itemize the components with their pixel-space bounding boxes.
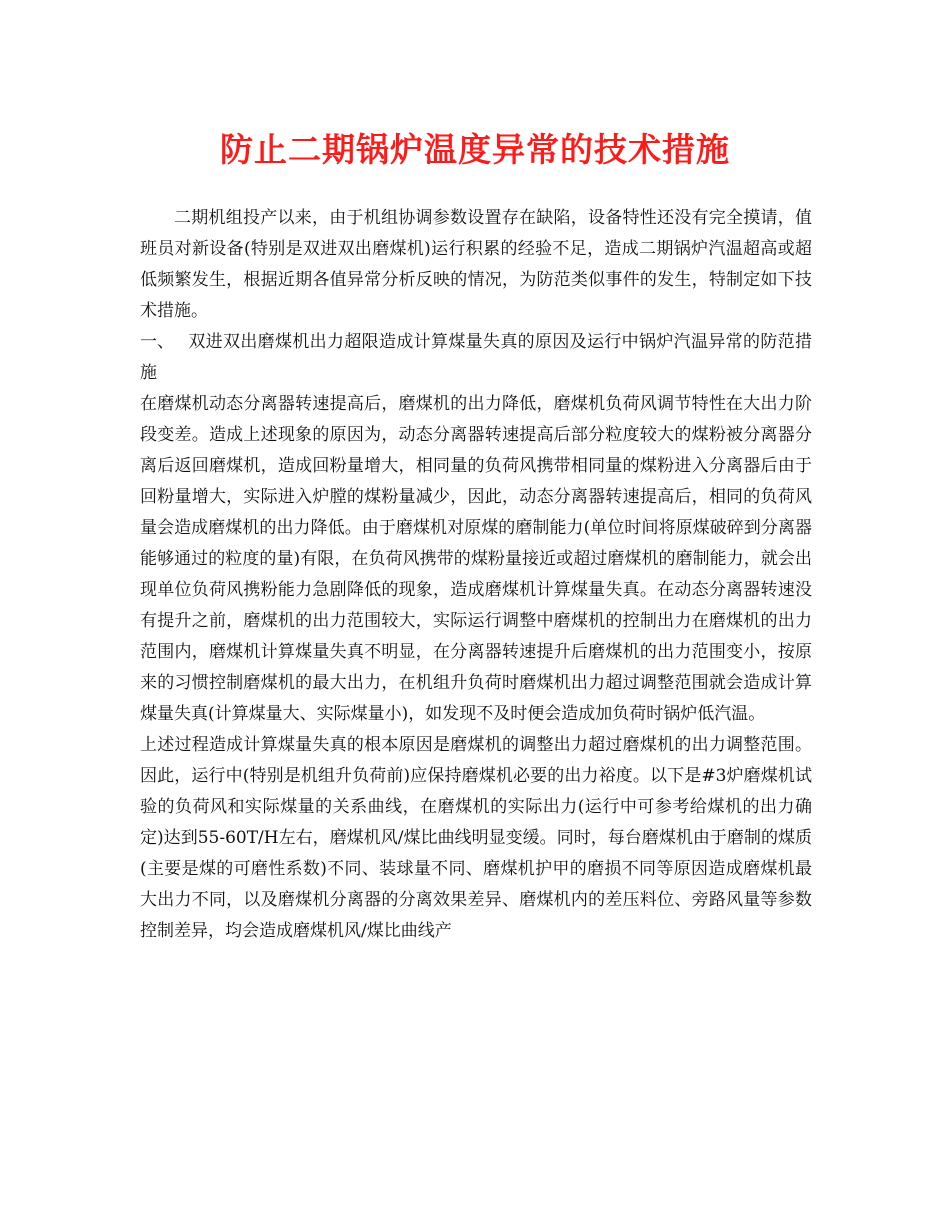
section-heading-text: 双进双出磨煤机出力超限造成计算煤量失真的原因及运行中锅炉汽温异常的防范措施 — [140, 332, 812, 383]
body-paragraph-1: 在磨煤机动态分离器转速提高后，磨煤机的出力降低，磨煤机负荷风调节特性在大出力阶段变差。造成上述现象的原因为，动态分离器转速提高后部分粒度较大的煤粉被分离器分离后返回磨煤机，造成回粉量增大，相同量的负荷风携带相同量的煤粉进入分离器后由于回粉量增大，实际进入炉膛的煤粉量减少，因此，动态分离器转速提高后，相同的负荷风量会造成磨煤机的出力降低。由于磨煤机对原煤的磨制能力(单位时间将原煤破碎到分离器能够通过的粒度的量)有限，在负荷风携带的煤粉量接近或超过磨煤机的磨制能力，就会出现单位负荷风携粉能力急剧降低的现象，造成磨煤机计算煤量失真。在动态分离器转速没有提升之前，磨煤机的出力范围较大，实际运行调整中磨煤机的控制出力在磨煤机的出力范围内，磨煤机计算煤量失真不明显，在分离器转速提升后磨煤机的出力范围变小，按原来的习惯控制磨煤机的最大出力，在机组升负荷时磨煤机出力超过调整范围就会造成计算煤量失真(计算煤量大、实际煤量小)，如发现不及时便会造成加负荷时锅炉低汽温。 — [140, 394, 812, 724]
document-title: 防止二期锅炉温度异常的技术措施 — [220, 130, 730, 169]
section-number: 一、 — [140, 332, 174, 352]
document-body — [140, 203, 812, 947]
section-heading — [140, 327, 812, 389]
body-paragraph-2: 上述过程造成计算煤量失真的根本原因是磨煤机的调整出力超过磨煤机的出力调整范围。因此，运行中(特别是机组升负荷前)应保持磨煤机必要的出力裕度。以下是#3炉磨煤机试验的负荷风和实际煤量的关系曲线，在磨煤机的实际出力(运行中可参考给煤机的出力确定)达到55-60T/H左右，磨煤机风/煤比曲线明显变缓。同时，每台磨煤机由于磨制的煤质(主要是煤的可磨性系数)不同、装球量不同、磨煤机护甲的磨损不同等原因造成磨煤机最大出力不同，以及磨煤机分离器的分离效果差异、磨煤机内的差压料位、旁路风量等参数控制差异，均会造成磨煤机风/煤比曲线产 — [140, 735, 812, 941]
intro-paragraph: 二期机组投产以来，由于机组协调参数设置存在缺陷，设备特性还没有完全摸请，值班员对新设备(特别是双进双出磨煤机)运行积累的经验不足，造成二期锅炉汽温超高或超低频繁发生，根据近期各值异常分析反映的情况，为防范类似事件的发生，特制定如下技术措施。 — [140, 208, 812, 321]
